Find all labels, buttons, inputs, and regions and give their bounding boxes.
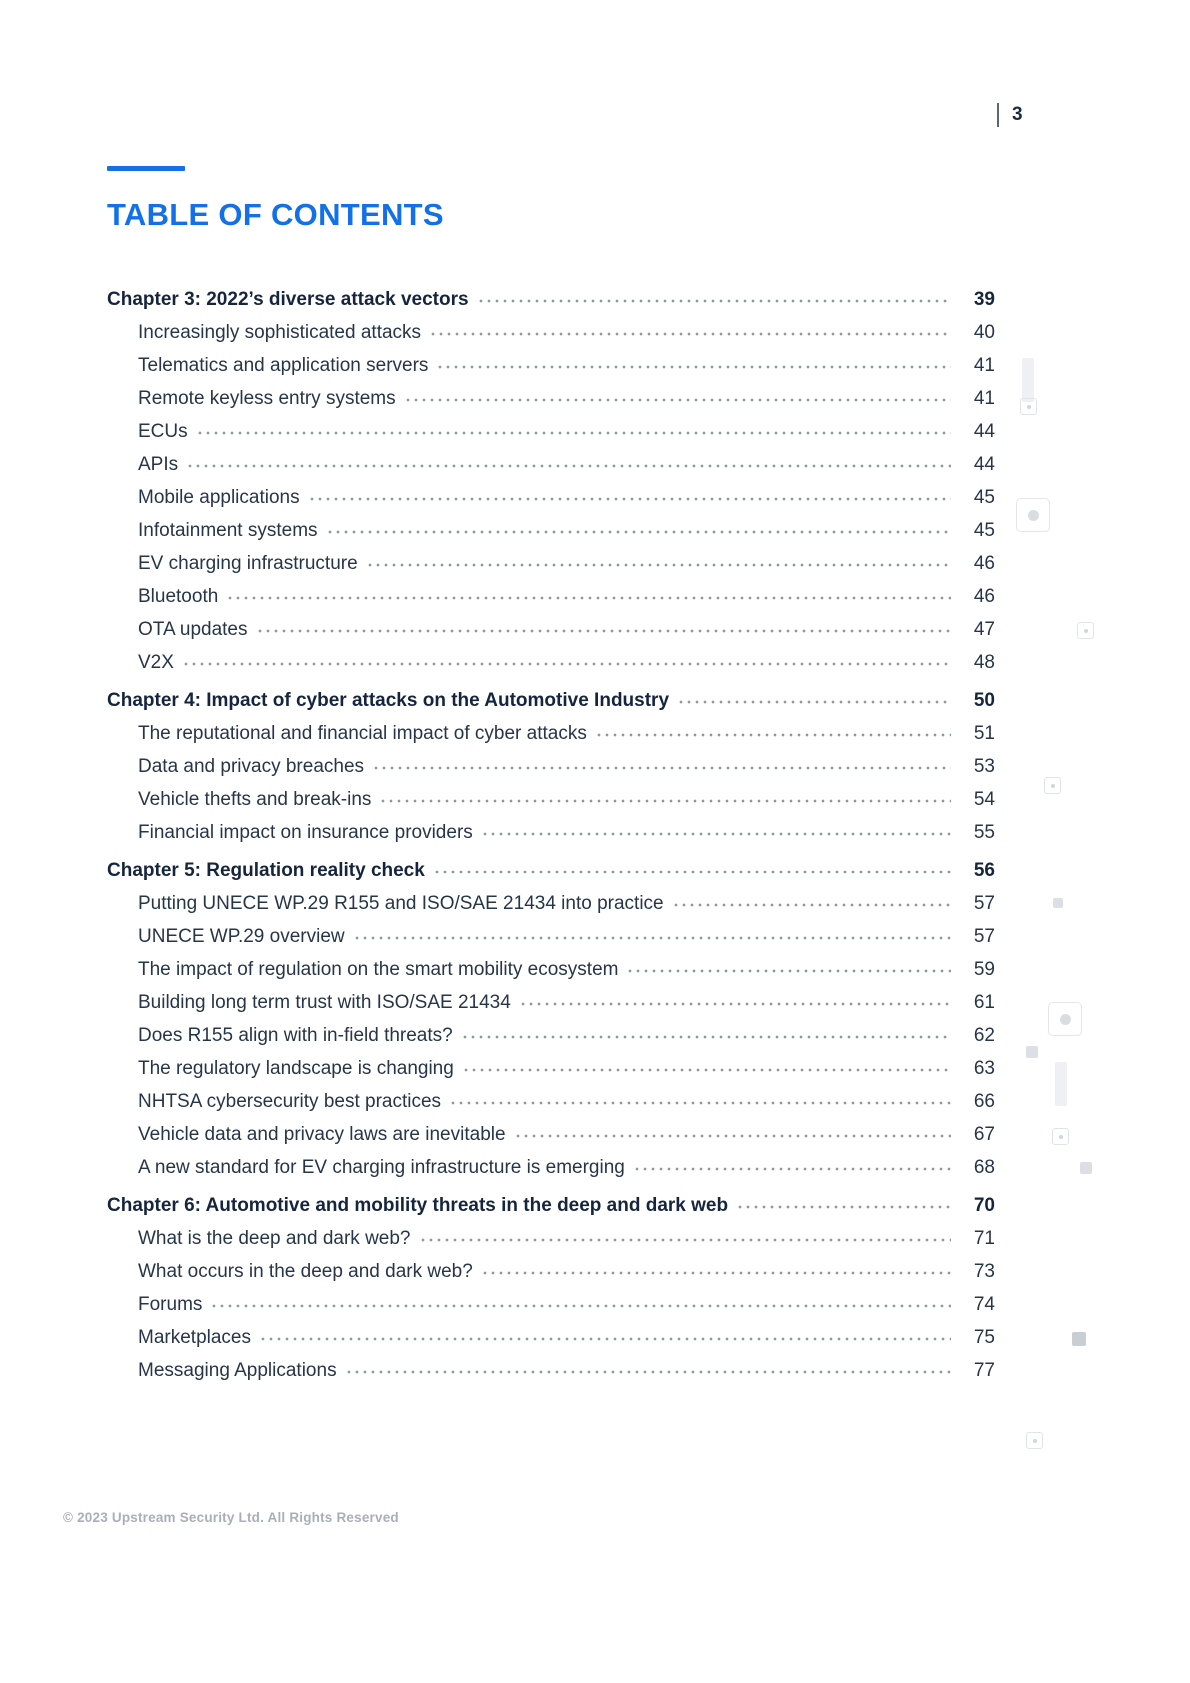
toc-entry-page: 57 (973, 926, 995, 947)
toc-entry-page: 57 (973, 893, 995, 914)
toc-leader-dots (436, 365, 951, 369)
background-ornament (1044, 777, 1061, 794)
toc-entry-page: 46 (973, 586, 995, 607)
toc-entry-label: Bluetooth (138, 586, 219, 607)
toc-entry-page: 47 (973, 619, 995, 640)
toc-entry-label: What occurs in the deep and dark web? (138, 1261, 473, 1282)
content-column (107, 0, 995, 1393)
toc-entry-label: Data and privacy breaches (138, 756, 365, 777)
toc-leader-dots (372, 766, 951, 770)
toc-entry-label: Mobile applications (138, 487, 300, 508)
toc-entry-label: A new standard for EV charging infrastructure is emerging (138, 1157, 625, 1178)
toc-leader-dots (353, 936, 951, 940)
toc-entry-label: Vehicle thefts and break-ins (138, 789, 372, 810)
toc-leader-dots (481, 1271, 951, 1275)
toc-leader-dots (186, 464, 951, 468)
toc-leader-dots (182, 662, 951, 666)
toc-entry-page: 59 (973, 959, 995, 980)
toc-entry-label: Financial impact on insurance providers (138, 822, 473, 843)
toc-leader-dots (481, 832, 951, 836)
toc-leader-dots (626, 969, 951, 973)
background-ornament (1052, 1128, 1069, 1145)
toc-entry-page: 55 (973, 822, 995, 843)
toc-entry[interactable] (107, 322, 995, 344)
toc-entry-label: OTA updates (138, 619, 248, 640)
toc-entry[interactable] (107, 789, 995, 811)
toc-leader-dots (736, 1205, 951, 1209)
toc-chapter-entry[interactable] (107, 289, 995, 311)
toc-entry-page: 44 (973, 454, 995, 475)
toc-entry-page: 63 (973, 1058, 995, 1079)
toc-entry[interactable] (107, 1360, 995, 1382)
toc-entry-label: V2X (138, 652, 174, 673)
background-ornament (1048, 1002, 1082, 1036)
toc-entry-page: 45 (973, 487, 995, 508)
toc-chapter-entry[interactable] (107, 690, 995, 712)
toc-leader-dots (433, 870, 951, 874)
toc-entry[interactable] (107, 756, 995, 778)
toc-entry-page: 68 (973, 1157, 995, 1178)
toc-entry-label: Chapter 3: 2022’s diverse attack vectors (107, 289, 469, 310)
toc-entry-label: EV charging infrastructure (138, 553, 358, 574)
toc-leader-dots (519, 1002, 951, 1006)
toc-entry[interactable] (107, 421, 995, 443)
toc-entry[interactable] (107, 1124, 995, 1146)
toc-entry[interactable] (107, 1157, 995, 1179)
background-ornament (1077, 622, 1094, 639)
toc-leader-dots (326, 530, 951, 534)
toc-entry-page: 66 (973, 1091, 995, 1112)
toc-entry-page: 56 (973, 860, 995, 881)
toc-entry[interactable] (107, 487, 995, 509)
toc-entry-label: Telematics and application servers (138, 355, 429, 376)
toc-chapter-entry[interactable] (107, 1195, 995, 1217)
toc-entry-label: Infotainment systems (138, 520, 318, 541)
toc-entry-label: Putting UNECE WP.29 R155 and ISO/SAE 21434 into practice (138, 893, 664, 914)
toc-entry-label: The impact of regulation on the smart mobility ecosystem (138, 959, 619, 980)
toc-chapter-entry[interactable] (107, 860, 995, 882)
toc-leader-dots (366, 563, 951, 567)
toc-entry[interactable] (107, 1058, 995, 1080)
toc-entry-page: 45 (973, 520, 995, 541)
toc-leader-dots (429, 332, 951, 336)
toc-entry[interactable] (107, 520, 995, 542)
toc-entry-label: Vehicle data and privacy laws are inevitable (138, 1124, 506, 1145)
toc-entry-label: The reputational and financial impact of cyber attacks (138, 723, 587, 744)
toc-entry[interactable] (107, 1261, 995, 1283)
toc-entry-label: UNECE WP.29 overview (138, 926, 345, 947)
toc-entry-page: 50 (973, 690, 995, 711)
toc-entry-label: Forums (138, 1294, 203, 1315)
toc-entry-label: Marketplaces (138, 1327, 251, 1348)
page-number-divider (997, 103, 999, 127)
toc-leader-dots (595, 733, 951, 737)
toc-entry[interactable] (107, 1294, 995, 1316)
background-ornament (1020, 398, 1037, 415)
toc-entry-page: 74 (973, 1294, 995, 1315)
toc-entry-page: 61 (973, 992, 995, 1013)
toc-entry-label: APIs (138, 454, 179, 475)
toc-entry[interactable] (107, 454, 995, 476)
toc-entry[interactable] (107, 619, 995, 641)
toc-entry-page: 40 (973, 322, 995, 343)
toc-leader-dots (672, 903, 951, 907)
background-ornament (1072, 1332, 1086, 1346)
toc-entry-label: What is the deep and dark web? (138, 1228, 411, 1249)
toc-leader-dots (379, 799, 951, 803)
toc-entry-page: 48 (973, 652, 995, 673)
toc-leader-dots (449, 1101, 951, 1105)
toc-entry-page: 53 (973, 756, 995, 777)
toc-entry-page: 77 (973, 1360, 995, 1381)
toc-entry-label: Does R155 align with in-field threats? (138, 1025, 453, 1046)
toc-entry[interactable] (107, 1327, 995, 1349)
toc-entry-label: Remote keyless entry systems (138, 388, 396, 409)
toc-section (107, 860, 995, 1179)
toc-entry[interactable] (107, 388, 995, 410)
table-of-contents (107, 289, 995, 1382)
toc-leader-dots (419, 1238, 951, 1242)
toc-entry-page: 70 (973, 1195, 995, 1216)
toc-entry-page: 41 (973, 355, 995, 376)
toc-entry-label: Building long term trust with ISO/SAE 21434 (138, 992, 511, 1013)
toc-entry-label: Chapter 4: Impact of cyber attacks on the Automotive Industry (107, 690, 670, 711)
toc-entry-label: The regulatory landscape is changing (138, 1058, 454, 1079)
toc-entry[interactable] (107, 992, 995, 1014)
toc-entry[interactable] (107, 926, 995, 948)
toc-entry-page: 44 (973, 421, 995, 442)
page-number-value: 3 (1012, 104, 1023, 125)
toc-entry[interactable] (107, 893, 995, 915)
toc-entry-page: 73 (973, 1261, 995, 1282)
toc-entry-label: NHTSA cybersecurity best practices (138, 1091, 442, 1112)
toc-entry-label: Chapter 5: Regulation reality check (107, 860, 425, 881)
toc-entry-page: 54 (973, 789, 995, 810)
toc-entry-page: 46 (973, 553, 995, 574)
toc-leader-dots (308, 497, 951, 501)
toc-entry[interactable] (107, 553, 995, 575)
toc-leader-dots (210, 1304, 951, 1308)
toc-section (107, 1195, 995, 1382)
toc-entry-page: 51 (973, 723, 995, 744)
toc-entry-page: 62 (973, 1025, 995, 1046)
toc-entry[interactable] (107, 822, 995, 844)
toc-leader-dots (196, 431, 951, 435)
background-ornament (1022, 358, 1034, 402)
background-ornament (1053, 898, 1063, 908)
toc-entry[interactable] (107, 1228, 995, 1250)
toc-entry-label: ECUs (138, 421, 188, 442)
page-title: TABLE OF CONTENTS (107, 197, 444, 232)
toc-entry-page: 67 (973, 1124, 995, 1145)
toc-section (107, 289, 995, 674)
background-ornament (1016, 498, 1050, 532)
toc-leader-dots (514, 1134, 951, 1138)
toc-entry[interactable] (107, 723, 995, 745)
toc-leader-dots (677, 700, 951, 704)
toc-leader-dots (477, 299, 951, 303)
toc-entry-page: 39 (973, 289, 995, 310)
footer-copyright: © 2023 Upstream Security Ltd. All Rights Reserved (63, 1510, 399, 1525)
toc-entry-label: Chapter 6: Automotive and mobility threats in the deep and dark web (107, 1195, 729, 1216)
toc-entry[interactable] (107, 959, 995, 981)
toc-leader-dots (226, 596, 951, 600)
page-number (997, 103, 1023, 127)
toc-leader-dots (461, 1035, 951, 1039)
toc-entry[interactable] (107, 1025, 995, 1047)
toc-entry-page: 75 (973, 1327, 995, 1348)
title-accent-rule (107, 166, 185, 171)
toc-entry-page: 71 (973, 1228, 995, 1249)
toc-entry[interactable] (107, 586, 995, 608)
background-ornament (1055, 1062, 1067, 1106)
toc-leader-dots (462, 1068, 951, 1072)
toc-leader-dots (259, 1337, 951, 1341)
toc-entry[interactable] (107, 1091, 995, 1113)
toc-entry-label: Messaging Applications (138, 1360, 337, 1381)
toc-entry-label: Increasingly sophisticated attacks (138, 322, 422, 343)
background-ornament (1026, 1432, 1043, 1449)
background-ornament (1080, 1162, 1092, 1174)
toc-entry[interactable] (107, 652, 995, 674)
toc-leader-dots (633, 1167, 951, 1171)
toc-leader-dots (345, 1370, 951, 1374)
toc-leader-dots (404, 398, 951, 402)
toc-leader-dots (256, 629, 952, 633)
toc-entry-page: 41 (973, 388, 995, 409)
background-ornament (1026, 1046, 1038, 1058)
toc-section (107, 690, 995, 844)
toc-entry[interactable] (107, 355, 995, 377)
